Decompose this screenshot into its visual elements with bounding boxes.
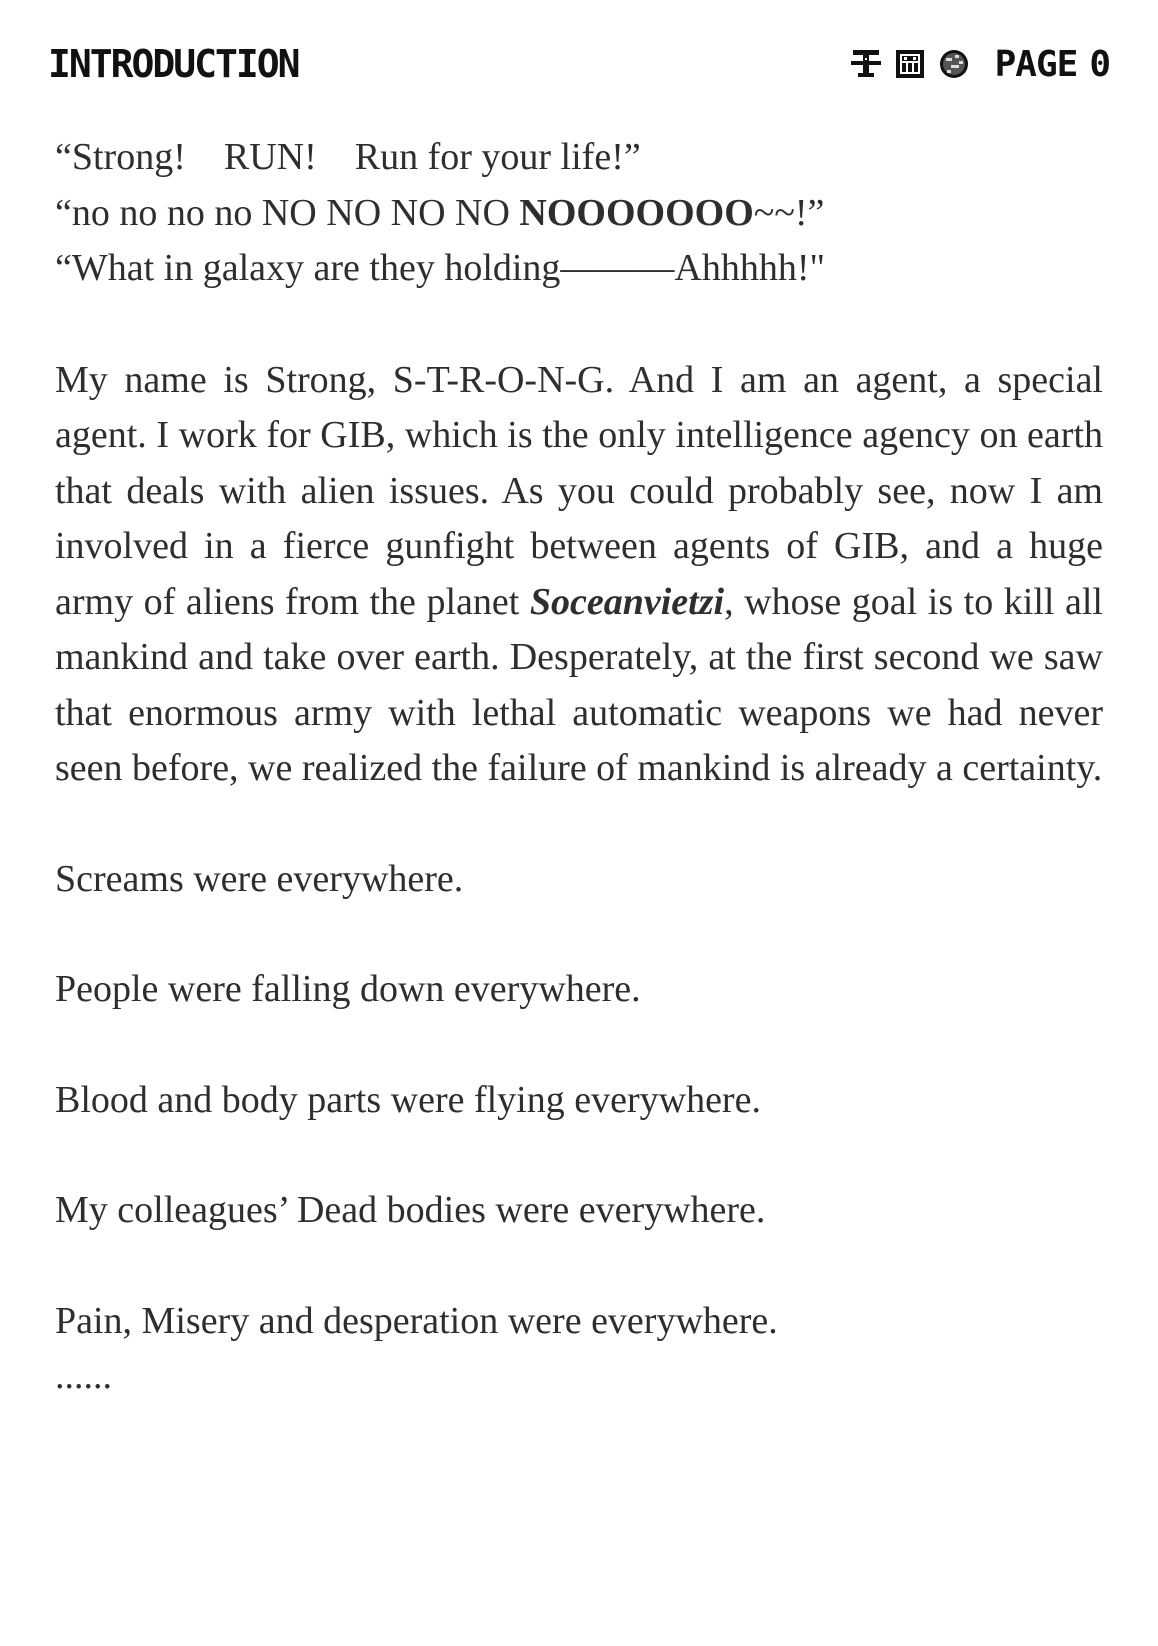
story-text: My name is Strong, S-T-R-O-N-G. And I am an agent, a special agent. I work for GIB, which is the only intelligence agency on earth that deals with alien issues. As you could probably see, now I am involved in a fierce gunfight between agents of GIB, and a huge army of aliens from the planet bbox=[55, 358, 1103, 623]
page-number: 0 bbox=[1089, 43, 1110, 85]
chapter-title: INTRODUCTION bbox=[48, 42, 299, 86]
story-paragraph bbox=[55, 353, 1103, 797]
story-text: , whose goal is to kill all mankind and take over earth. Desperately, at the first second we saw that enormous army with lethal automatic weapons we had never seen before, we realized the failure of mankind is already a certainty. bbox=[55, 580, 1103, 789]
dialogue-block bbox=[55, 130, 1103, 297]
planet-name: Soceanvietzi bbox=[529, 580, 725, 623]
narrative-line: Blood and body parts were flying everywhere. bbox=[55, 1078, 761, 1121]
emphasized-scream: NOOOOOOO bbox=[519, 191, 754, 234]
narrative-line: Pain, Misery and desperation were everywhere. bbox=[55, 1299, 778, 1342]
dialogue-line bbox=[55, 186, 1103, 242]
narrative-line: People were falling down everywhere. bbox=[55, 968, 641, 1010]
narrative-line: My colleagues’ Dead bodies were everywhere. bbox=[55, 1189, 766, 1231]
page-header bbox=[48, 38, 1110, 90]
page-indicator bbox=[995, 44, 1110, 85]
planet-icon bbox=[937, 47, 971, 81]
page-label: PAGE bbox=[994, 43, 1078, 85]
dialogue-text: ~~!” bbox=[753, 191, 825, 234]
page-content bbox=[55, 130, 1103, 1404]
ellipsis: ...... bbox=[55, 1355, 112, 1397]
dialogue-line: “Strong! RUN! Run for your life!” bbox=[55, 136, 641, 178]
alien-icon bbox=[893, 47, 927, 81]
dialogue-line: “What in galaxy are they holding———Ahhhhh!" bbox=[55, 247, 826, 289]
dialogue-text: “no no no no NO NO NO NO bbox=[55, 191, 520, 234]
narrative-line: Screams were everywhere. bbox=[55, 857, 464, 900]
header-right bbox=[849, 44, 1110, 85]
spaceship-icon bbox=[849, 47, 883, 81]
